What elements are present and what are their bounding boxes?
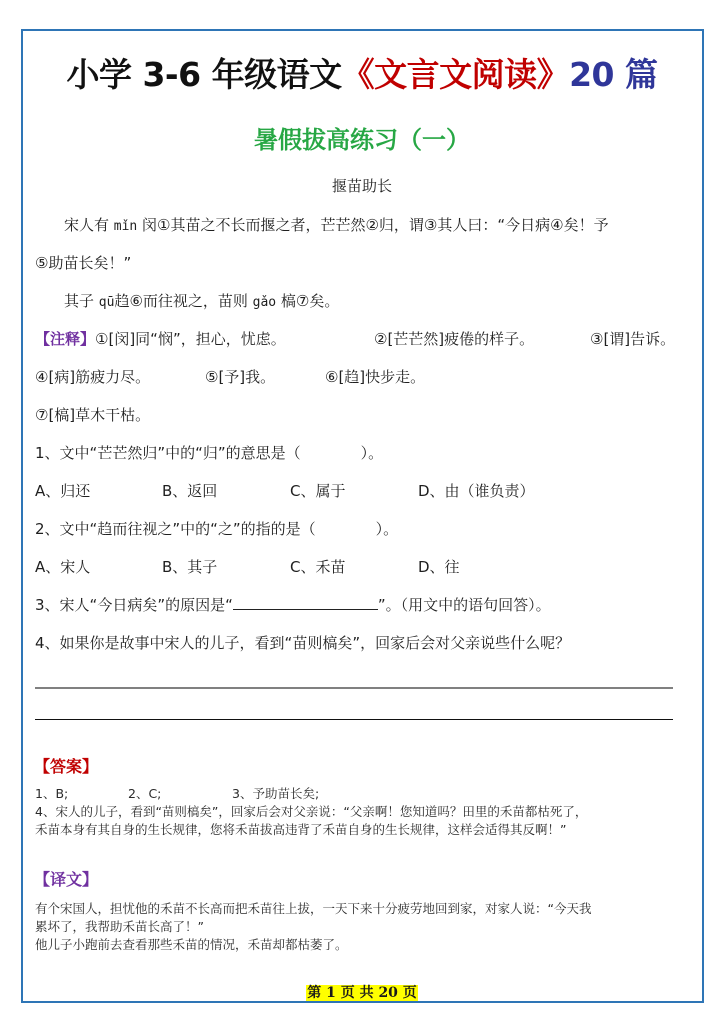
q2-option-c: C、禾苗 xyxy=(290,558,346,576)
passage-line-1 xyxy=(64,214,609,238)
passage-text: 其子 xyxy=(64,292,99,310)
passage-line-2: ⑤助苗长矣！” xyxy=(35,254,132,272)
answer-1: 1、B; xyxy=(35,786,69,801)
note-1: ①[闵]同“悯”，担心，忧虑。 xyxy=(95,330,286,348)
notes-line-1 xyxy=(35,328,286,350)
pinyin: qū xyxy=(98,295,115,310)
q3-suffix: ”。（用文中的语句回答）。 xyxy=(377,596,551,614)
question-2: 2、文中“趋而往视之”中的“之”的指的是（ ）。 xyxy=(35,520,399,538)
q1-option-c: C、属于 xyxy=(290,482,346,500)
translation-label: 【译文】 xyxy=(34,870,99,889)
answer-4-line-1: 4、宋人的儿子，看到“苗则槁矣”，回家后会对父亲说：“父亲啊！您知道吗？田里的禾苗都枯死了， xyxy=(35,804,588,819)
q1-option-a: A、归还 xyxy=(35,482,91,500)
q2-option-b: B、其子 xyxy=(162,558,218,576)
note-4: ④[病]筋疲力尽。 xyxy=(35,368,151,386)
translation-line-1: 有个宋国人，担忧他的禾苗不长高而把禾苗往上拔，一天下来十分疲劳地回到家，对家人说：“今天我 xyxy=(35,901,592,916)
q3-prefix: 3、宋人“今日病矣”的原因是“ xyxy=(35,596,233,614)
note-5: ⑤[予]我。 xyxy=(205,368,276,386)
page-number: 第 1 页 共 20 页 xyxy=(307,985,417,1001)
title-grade: 小学 3-6 年级语文 xyxy=(66,55,342,94)
question-3 xyxy=(35,594,551,616)
q2-option-d: D、往 xyxy=(418,558,460,576)
page-footer xyxy=(0,984,724,1002)
answer-4-line-2: 禾苗本身有其自身的生长规律，您将禾苗拔高违背了禾苗自身的生长规律，这样会适得其反啊！” xyxy=(35,822,567,837)
page-title xyxy=(0,55,724,95)
answer-3: 3、予助苗长矣; xyxy=(232,786,320,801)
question-4: 4、如果你是故事中宋人的儿子，看到“苗则槁矣”，回家后会对父亲说些什么呢？ xyxy=(35,634,571,652)
passage-line-3 xyxy=(64,290,339,314)
q4-answer-line-2[interactable] xyxy=(35,719,673,720)
answers-label: 【答案】 xyxy=(34,757,99,776)
title-book: 《文言文阅读》 xyxy=(341,55,570,94)
title-count: 20 篇 xyxy=(569,55,658,94)
note-3: ③[谓]告诉。 xyxy=(590,330,676,348)
story-title: 揠苗助长 xyxy=(331,177,392,195)
notes-label: 【注释】 xyxy=(35,330,96,348)
pinyin: mǐn xyxy=(113,219,138,234)
question-1: 1、文中“芒芒然归”中的“归”的意思是（ ）。 xyxy=(35,444,384,462)
q2-option-a: A、宋人 xyxy=(35,558,91,576)
q1-option-d: D、由（谁负责） xyxy=(418,482,535,500)
note-6: ⑥[趋]快步走。 xyxy=(325,368,426,386)
passage-text: 槁⑦矣。 xyxy=(276,292,340,310)
translation-line-2: 累坏了，我帮助禾苗长高了！” xyxy=(35,919,204,934)
passage-text: 闵①其苗之不长而揠之者，芒芒然②归，谓③其人曰：“今日病④矣！予 xyxy=(137,216,609,234)
q1-option-b: B、返回 xyxy=(162,482,218,500)
q4-answer-line-1[interactable] xyxy=(35,687,673,689)
answer-2: 2、C; xyxy=(128,786,162,801)
passage-text: 宋人有 xyxy=(64,216,114,234)
q3-answer-blank[interactable] xyxy=(233,596,378,610)
note-2: ②[芒芒然]疲倦的样子。 xyxy=(374,330,535,348)
subtitle: 暑假拔高练习（一） xyxy=(254,126,470,154)
pinyin: gǎo xyxy=(252,295,277,310)
passage-text: 趋⑥而往视之，苗则 xyxy=(114,292,253,310)
note-7: ⑦[槁]草木干枯。 xyxy=(35,406,151,424)
translation-line-3: 他儿子小跑前去查看那些禾苗的情况，禾苗却都枯萎了。 xyxy=(35,937,348,952)
